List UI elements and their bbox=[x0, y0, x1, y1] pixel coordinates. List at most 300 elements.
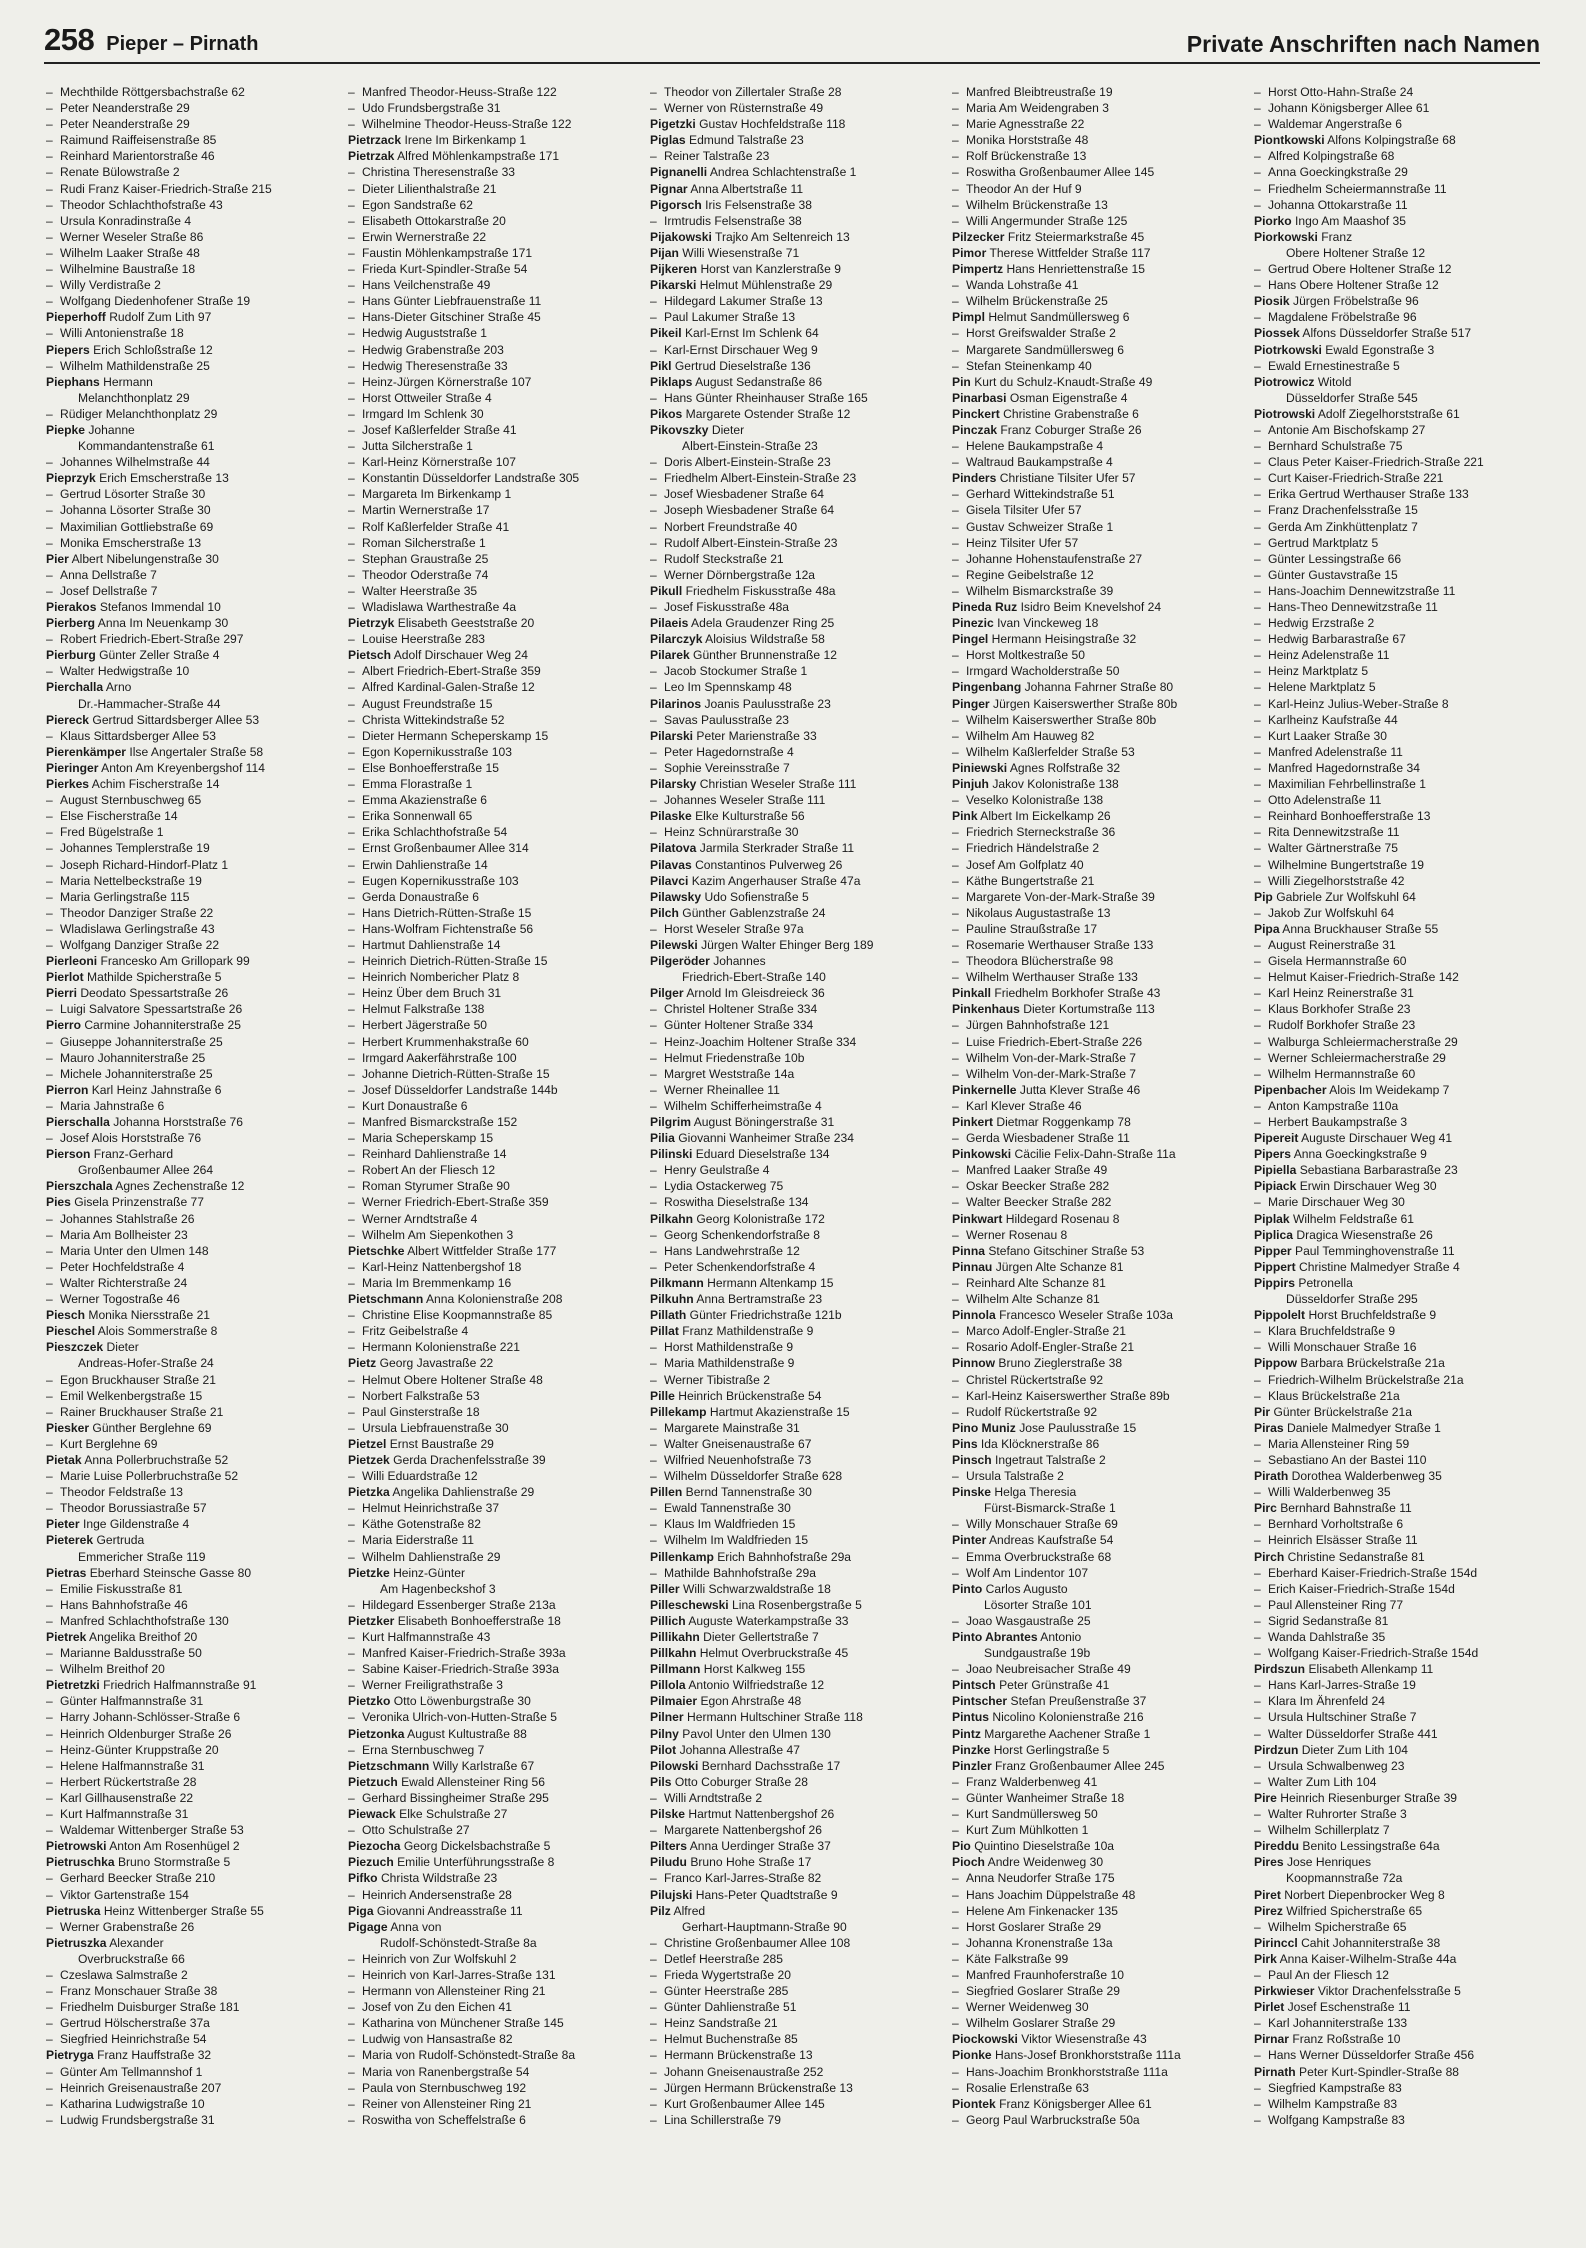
entry-text: Helmut Mühlenstraße 29 bbox=[699, 278, 833, 293]
entry-text: Maria Am Weidengraben 3 bbox=[966, 101, 1109, 116]
entry-text: Monika Niersstraße 21 bbox=[88, 1308, 211, 1323]
entry-text: Gertrud Obere Holtener Straße 12 bbox=[1268, 262, 1452, 277]
ditto-dash: – bbox=[952, 567, 959, 582]
surname: Pirdzun bbox=[1254, 1742, 1299, 1757]
entry-text: Benito Lessingstraße 64a bbox=[1302, 1839, 1440, 1854]
ditto-dash: – bbox=[1254, 1340, 1261, 1355]
entry-text: Willy Karlstraße 67 bbox=[432, 1758, 535, 1773]
entry-text: Joseph Wiesbadener Straße 64 bbox=[664, 503, 835, 518]
entry-text: Jose Paulusstraße 15 bbox=[1019, 1420, 1137, 1435]
entry-text: Rudolf-Schönstedt-Straße 8a bbox=[380, 1935, 537, 1950]
surname: Pioch bbox=[952, 1855, 985, 1870]
directory-entry bbox=[348, 1629, 636, 1645]
surname: Pipereit bbox=[1254, 1131, 1299, 1146]
surname: Pilkuhn bbox=[650, 1292, 694, 1307]
ditto-dash: – bbox=[952, 1469, 959, 1484]
entry-text: Willi Monschauer Straße 16 bbox=[1268, 1340, 1417, 1355]
directory-entry bbox=[952, 1307, 1240, 1323]
entry-text: Wladislawa Gerlingstraße 43 bbox=[60, 921, 215, 936]
entry-text: Jakob Zur Wolfskuhl 64 bbox=[1268, 905, 1395, 920]
entry-text: Dragica Wiesenstraße 26 bbox=[1296, 1227, 1433, 1242]
directory-entry bbox=[46, 277, 334, 293]
entry-text: Helmut Overbruckstraße 45 bbox=[699, 1646, 849, 1661]
ditto-dash: – bbox=[348, 1340, 355, 1355]
ditto-dash: – bbox=[952, 1807, 959, 1822]
directory-entry bbox=[46, 1677, 334, 1693]
entry-text: Helmut Friedenstraße 10b bbox=[664, 1050, 805, 1065]
directory-entry bbox=[46, 889, 334, 905]
directory-entry bbox=[1254, 1162, 1542, 1178]
surname: Pieter bbox=[46, 1517, 80, 1532]
directory-entry bbox=[348, 1259, 636, 1275]
surname: Pierchalla bbox=[46, 680, 104, 695]
entry-text: Anna Albertstraße 11 bbox=[690, 181, 804, 196]
entry-text: Hans Günter Liebfrauenstraße 11 bbox=[362, 294, 542, 309]
entry-text: Dieter bbox=[711, 422, 745, 437]
directory-entry bbox=[46, 1999, 334, 2015]
ditto-dash: – bbox=[1254, 117, 1261, 132]
directory-entry bbox=[348, 889, 636, 905]
directory-entry bbox=[952, 1275, 1240, 1291]
entry-text: Karl Heinz Reinerstraße 31 bbox=[1268, 986, 1414, 1001]
entry-text: Roswitha Dieselstraße 134 bbox=[664, 1195, 809, 1210]
directory-entry bbox=[46, 808, 334, 824]
entry-text: Maria Gerlingstraße 115 bbox=[60, 889, 190, 904]
entry-text: Helene Am Finkenacker 135 bbox=[966, 1903, 1118, 1918]
directory-entry bbox=[46, 953, 334, 969]
directory-entry bbox=[1254, 293, 1542, 309]
directory-entry bbox=[650, 1758, 938, 1774]
directory-entry bbox=[348, 1677, 636, 1693]
ditto-dash: – bbox=[46, 519, 53, 534]
ditto-dash: – bbox=[348, 1517, 355, 1532]
directory-entry bbox=[348, 937, 636, 953]
directory-entry bbox=[952, 792, 1240, 808]
directory-entry bbox=[46, 1597, 334, 1613]
ditto-dash: – bbox=[46, 1694, 53, 1709]
directory-entry bbox=[46, 1854, 334, 1870]
directory-entry bbox=[650, 1500, 938, 1516]
ditto-dash: – bbox=[46, 1098, 53, 1113]
surname: Pillenkamp bbox=[650, 1549, 714, 1564]
entry-text: Nikolaus Augustastraße 13 bbox=[966, 905, 1111, 920]
entry-text: Franz bbox=[1321, 229, 1353, 244]
ditto-dash: – bbox=[1254, 1485, 1261, 1500]
surname: Pireddu bbox=[1254, 1839, 1300, 1854]
entry-text: Renate Bülowstraße 2 bbox=[60, 165, 180, 180]
directory-entry bbox=[1254, 1017, 1542, 1033]
directory-entry bbox=[952, 985, 1240, 1001]
directory-entry bbox=[650, 1034, 938, 1050]
directory-entry bbox=[650, 631, 938, 647]
ditto-dash: – bbox=[1254, 422, 1261, 437]
entry-text: Günter Friedrichstraße 121b bbox=[689, 1308, 842, 1323]
directory-entry bbox=[46, 1806, 334, 1822]
ditto-dash: – bbox=[650, 680, 657, 695]
directory-entry bbox=[348, 1066, 636, 1082]
ditto-dash: – bbox=[952, 1613, 959, 1628]
entry-text: Peter Neanderstraße 29 bbox=[60, 117, 190, 132]
entry-text: Gerda Drachenfelsstraße 39 bbox=[393, 1452, 546, 1467]
ditto-dash: – bbox=[1254, 149, 1261, 164]
entry-text: Lydia Ostackerweg 75 bbox=[664, 1179, 784, 1194]
directory-entry bbox=[952, 728, 1240, 744]
entry-text: Werner Weseler Straße 86 bbox=[60, 229, 204, 244]
entry-text: Wilhelm Am Hauweg 82 bbox=[966, 728, 1095, 743]
ditto-dash: – bbox=[348, 551, 355, 566]
directory-entry bbox=[650, 1227, 938, 1243]
entry-text: Jose Henriques bbox=[1286, 1855, 1371, 1870]
ditto-dash: – bbox=[1254, 2112, 1261, 2127]
directory-entry bbox=[952, 776, 1240, 792]
directory-entry bbox=[46, 921, 334, 937]
entry-text: Heinz-Günter Kruppstraße 20 bbox=[60, 1742, 219, 1757]
ditto-dash: – bbox=[650, 1163, 657, 1178]
entry-text: Martin Wernerstraße 17 bbox=[362, 503, 490, 518]
entry-text: Heinrich Greisenaustraße 207 bbox=[60, 2080, 222, 2095]
entry-text: Jürgen Bahnhofstraße 121 bbox=[966, 1018, 1110, 1033]
ditto-dash: – bbox=[952, 1131, 959, 1146]
directory-entry bbox=[1254, 2064, 1542, 2080]
directory-entry bbox=[46, 2112, 334, 2128]
entry-text: Otto Schulstraße 27 bbox=[362, 1823, 470, 1838]
entry-text: Ursula Schwalbenweg 23 bbox=[1268, 1758, 1405, 1773]
entry-text: Antonie Am Bischofskamp 27 bbox=[1268, 422, 1426, 437]
directory-entry bbox=[952, 1468, 1240, 1484]
surname: Piller bbox=[650, 1581, 680, 1596]
surname: Pigorsch bbox=[650, 197, 702, 212]
directory-entry bbox=[46, 1388, 334, 1404]
directory-entry bbox=[46, 164, 334, 180]
entry-text: Stefano Gitschiner Straße 53 bbox=[988, 1243, 1145, 1258]
ditto-dash: – bbox=[348, 85, 355, 99]
surname: Pinkowski bbox=[952, 1147, 1012, 1162]
surname: Pilavas bbox=[650, 857, 692, 872]
surname: Pintz bbox=[952, 1726, 981, 1741]
surname: Pippolelt bbox=[1254, 1308, 1306, 1323]
surname: Pignar bbox=[650, 181, 688, 196]
directory-entry bbox=[650, 663, 938, 679]
entry-text: Klaus Im Waldfrieden 15 bbox=[664, 1517, 796, 1532]
directory-entry bbox=[46, 1404, 334, 1420]
entry-text: Manfred Laaker Straße 49 bbox=[966, 1163, 1108, 1178]
directory-entry bbox=[46, 486, 334, 502]
entry-text: Hans-Joachim Dennewitzstraße 11 bbox=[1268, 583, 1456, 598]
entry-text: Theodor Feldstraße 13 bbox=[60, 1485, 184, 1500]
directory-entry bbox=[952, 889, 1240, 905]
entry-text: Anna Uerdinger Straße 37 bbox=[689, 1839, 831, 1854]
ditto-dash: – bbox=[1254, 1002, 1261, 1017]
ditto-dash: – bbox=[348, 744, 355, 759]
ditto-dash: – bbox=[1254, 1919, 1261, 1934]
entry-text: Günter Halfmannstraße 31 bbox=[60, 1694, 204, 1709]
directory-entry bbox=[46, 1967, 334, 1983]
surname: Pintscher bbox=[952, 1694, 1008, 1709]
surname: Piewack bbox=[348, 1807, 396, 1822]
directory-entry bbox=[1254, 1774, 1542, 1790]
directory-entry bbox=[952, 1452, 1240, 1468]
surname: Pilzecker bbox=[952, 229, 1005, 244]
entry-text: Gustav Schweizer Straße 1 bbox=[966, 519, 1114, 534]
surname: Pink bbox=[952, 809, 978, 824]
column-1 bbox=[46, 84, 334, 2234]
entry-text: Hermann von Allensteiner Ring 21 bbox=[362, 1984, 546, 1999]
entry-text: Willi Schwarzwaldstraße 18 bbox=[682, 1581, 831, 1596]
entry-text: Anton Am Rosenhügel 2 bbox=[109, 1839, 240, 1854]
ditto-dash: – bbox=[650, 664, 657, 679]
surname: Pilarinos bbox=[650, 696, 702, 711]
entry-text: Maria Eiderstraße 11 bbox=[362, 1533, 475, 1548]
entry-text: Christine Großenbaumer Allee 108 bbox=[664, 1935, 851, 1950]
entry-text: Karl Gillhausenstraße 22 bbox=[60, 1790, 194, 1805]
ditto-dash: – bbox=[348, 696, 355, 711]
entry-text: Werner Friedrich-Ebert-Straße 359 bbox=[362, 1195, 549, 1210]
entry-text: Elisabeth Bonhoefferstraße 18 bbox=[397, 1613, 561, 1628]
entry-text: Walter Beecker Straße 282 bbox=[966, 1195, 1112, 1210]
entry-text: Werner Dörnbergstraße 12a bbox=[664, 567, 816, 582]
ditto-dash: – bbox=[650, 1356, 657, 1371]
surname: Piplak bbox=[1254, 1211, 1290, 1226]
directory-entry bbox=[348, 2031, 636, 2047]
ditto-dash: – bbox=[348, 1259, 355, 1274]
entry-text: Joanis Paulusstraße 23 bbox=[704, 696, 831, 711]
directory-entry bbox=[46, 293, 334, 309]
ditto-dash: – bbox=[952, 503, 959, 518]
directory-entry bbox=[952, 1420, 1240, 1436]
entry-text: Peter Grünstraße 41 bbox=[999, 1678, 1110, 1693]
ditto-dash: – bbox=[1254, 600, 1261, 614]
directory-entry bbox=[650, 1452, 938, 1468]
entry-text: Viktor Drachenfelsstraße 5 bbox=[1317, 1984, 1461, 1999]
surname: Piklaps bbox=[650, 374, 693, 389]
entry-text: Michele Johanniterstraße 25 bbox=[60, 1066, 213, 1081]
directory-entry bbox=[1254, 406, 1542, 422]
entry-text: Siegfried Kampstraße 83 bbox=[1268, 2080, 1402, 2095]
directory-entry bbox=[348, 1420, 636, 1436]
entry-text: Rudolf Steckstraße 21 bbox=[664, 551, 784, 566]
entry-text: Savas Paulusstraße 23 bbox=[664, 712, 790, 727]
entry-text: Helene Marktplatz 5 bbox=[1268, 680, 1376, 695]
directory-entry bbox=[952, 615, 1240, 631]
ditto-dash: – bbox=[650, 1967, 657, 1982]
entry-text: Reiner Talstraße 23 bbox=[664, 149, 770, 164]
entry-text: Helmut Sandmüllersweg 6 bbox=[988, 310, 1130, 325]
directory-entry bbox=[952, 1404, 1240, 1420]
directory-entry bbox=[1254, 454, 1542, 470]
ditto-dash: – bbox=[952, 1823, 959, 1838]
entry-text: Peter Hochfeldstraße 4 bbox=[60, 1259, 185, 1274]
directory-entry bbox=[46, 1870, 334, 1886]
directory-entry bbox=[46, 663, 334, 679]
directory-entry bbox=[348, 1854, 636, 1870]
entry-text: Ivan Vinckeweg 18 bbox=[997, 616, 1099, 631]
directory-entry bbox=[1254, 358, 1542, 374]
surname: Pieschel bbox=[46, 1324, 96, 1339]
directory-entry bbox=[650, 1790, 938, 1806]
entry-text: Heinz-Günter bbox=[393, 1565, 465, 1580]
directory-entry bbox=[1254, 1758, 1542, 1774]
ditto-dash: – bbox=[1254, 632, 1261, 647]
entry-text: Franz Monschauer Straße 38 bbox=[60, 1984, 218, 1999]
directory-entry bbox=[1254, 1146, 1542, 1162]
surname: Piglas bbox=[650, 133, 686, 148]
directory-entry bbox=[952, 1291, 1240, 1307]
surname: Pietrzack bbox=[348, 133, 402, 148]
entry-text: August Böningerstraße 31 bbox=[693, 1115, 835, 1129]
directory-entry bbox=[650, 1307, 938, 1323]
entry-text: Kurt Berglehne 69 bbox=[60, 1436, 158, 1451]
directory-entry bbox=[1254, 1597, 1542, 1613]
entry-text: Hans Dietrich-Rütten-Straße 15 bbox=[362, 905, 532, 920]
directory-entry bbox=[348, 1098, 636, 1114]
entry-text: Erich Schloßstraße 12 bbox=[93, 342, 213, 357]
entry-text: Wilhelm Breithof 20 bbox=[60, 1662, 165, 1677]
entry-text: Anna von bbox=[390, 1919, 442, 1934]
entry-text: Daniele Malmedyer Straße 1 bbox=[1286, 1420, 1441, 1435]
entry-text: Werner Freiligrathstraße 3 bbox=[362, 1678, 503, 1693]
ditto-dash: – bbox=[1254, 551, 1261, 566]
entry-text: Ludwig von Hansastraße 82 bbox=[362, 2032, 513, 2047]
entry-text: Karl Klever Straße 46 bbox=[966, 1098, 1082, 1113]
entry-text: Manfred Schlachthofstraße 130 bbox=[60, 1613, 229, 1628]
surname: Piret bbox=[1254, 1887, 1281, 1902]
directory-entry bbox=[952, 905, 1240, 921]
ditto-dash: – bbox=[46, 1436, 53, 1451]
entry-text: Gerda Donaustraße 6 bbox=[362, 889, 479, 904]
entry-text: Eduard Dieselstraße 134 bbox=[695, 1147, 830, 1162]
directory-entry bbox=[952, 1130, 1240, 1146]
entry-text: Wolfgang Kaiser-Friedrich-Straße 154d bbox=[1268, 1646, 1479, 1661]
directory-entry bbox=[650, 1178, 938, 1194]
ditto-dash: – bbox=[46, 1243, 53, 1258]
ditto-dash: – bbox=[348, 889, 355, 904]
ditto-dash: – bbox=[348, 117, 355, 132]
directory-entry bbox=[1254, 309, 1542, 325]
ditto-dash: – bbox=[650, 294, 657, 309]
directory-entry bbox=[650, 969, 938, 985]
directory-entry bbox=[46, 792, 334, 808]
surname: Pijakowski bbox=[650, 229, 712, 244]
entry-text: Jürgen Fröbelstraße 96 bbox=[1293, 294, 1419, 309]
directory-entry bbox=[46, 712, 334, 728]
entry-text: Jürgen Kaiserswerther Straße 80b bbox=[993, 696, 1178, 711]
surname: Pippert bbox=[1254, 1259, 1296, 1274]
entry-text: Margarete Nattenbergshof 26 bbox=[664, 1823, 822, 1838]
ditto-dash: – bbox=[952, 1195, 959, 1210]
ditto-dash: – bbox=[952, 921, 959, 936]
directory-entry bbox=[650, 374, 938, 390]
directory-entry bbox=[348, 293, 636, 309]
entry-text: Curt Kaiser-Friedrich-Straße 221 bbox=[1268, 471, 1444, 486]
directory-entry bbox=[1254, 1211, 1542, 1227]
entry-text: Friedrich Händelstraße 2 bbox=[966, 841, 1100, 856]
directory-entry bbox=[650, 1565, 938, 1581]
directory-entry bbox=[650, 953, 938, 969]
directory-entry bbox=[46, 229, 334, 245]
ditto-dash: – bbox=[348, 2048, 355, 2063]
directory-entry bbox=[952, 937, 1240, 953]
directory-entry bbox=[46, 519, 334, 535]
directory-entry bbox=[348, 1790, 636, 1806]
directory-entry bbox=[348, 551, 636, 567]
entry-text: Wilhelmine Theodor-Heuss-Straße 122 bbox=[362, 117, 572, 132]
directory-entry bbox=[1254, 728, 1542, 744]
ditto-dash: – bbox=[348, 632, 355, 647]
directory-entry bbox=[348, 1146, 636, 1162]
entry-text: Helmut Falkstraße 138 bbox=[362, 1002, 485, 1017]
entry-text: Oskar Beecker Straße 282 bbox=[966, 1179, 1110, 1194]
entry-text: Kurt Laaker Straße 30 bbox=[1268, 728, 1387, 743]
entry-text: August Kultustraße 88 bbox=[407, 1726, 527, 1741]
directory-entry bbox=[1254, 1227, 1542, 1243]
ditto-dash: – bbox=[348, 583, 355, 598]
ditto-dash: – bbox=[46, 921, 53, 936]
entry-text: Dorothea Walderbenweg 35 bbox=[1291, 1469, 1442, 1484]
surname: Pirnath bbox=[1254, 2064, 1296, 2079]
directory-entry bbox=[1254, 1854, 1542, 1870]
ditto-dash: – bbox=[46, 1887, 53, 1902]
directory-entry bbox=[348, 1500, 636, 1516]
entry-text: Rolf Brückenstraße 13 bbox=[966, 149, 1087, 164]
ditto-dash: – bbox=[650, 455, 657, 470]
ditto-dash: – bbox=[1254, 970, 1261, 985]
entry-text: Heinrich Nombericher Platz 8 bbox=[362, 970, 520, 985]
directory-entry bbox=[46, 1339, 334, 1355]
directory-entry bbox=[1254, 824, 1542, 840]
entry-text: Ursula Liebfrauenstraße 30 bbox=[362, 1420, 509, 1435]
entry-text: Willi Arndtstraße 2 bbox=[664, 1790, 763, 1805]
ditto-dash: – bbox=[348, 197, 355, 212]
entry-text: Rosalie Erlenstraße 63 bbox=[966, 2080, 1090, 2095]
surname: Pirkwieser bbox=[1254, 1984, 1315, 1999]
entry-text: Christel Rückertstraße 92 bbox=[966, 1372, 1104, 1387]
directory-entry bbox=[1254, 776, 1542, 792]
surname: Pietzke bbox=[348, 1565, 390, 1580]
directory-entry bbox=[650, 1243, 938, 1259]
directory-entry bbox=[348, 358, 636, 374]
directory-entry bbox=[952, 358, 1240, 374]
ditto-dash: – bbox=[348, 406, 355, 421]
directory-entry bbox=[348, 647, 636, 663]
entry-text: Christel Holtener Straße 334 bbox=[664, 1002, 818, 1017]
directory-entry bbox=[650, 1887, 938, 1903]
entry-text: Käthe Gotenstraße 82 bbox=[362, 1517, 481, 1532]
directory-entry bbox=[952, 1838, 1240, 1854]
directory-entry bbox=[1254, 1194, 1542, 1210]
entry-text: Agnes Rolfstraße 32 bbox=[1009, 760, 1121, 775]
directory-entry bbox=[348, 1806, 636, 1822]
directory-entry bbox=[46, 84, 334, 100]
entry-text: Düsseldorfer Straße 295 bbox=[1286, 1292, 1418, 1307]
ditto-dash: – bbox=[1254, 503, 1261, 518]
directory-entry bbox=[1254, 1838, 1542, 1854]
directory-entry bbox=[348, 229, 636, 245]
entry-text: August Sternbuschweg 65 bbox=[60, 793, 202, 808]
surname: Pilch bbox=[650, 905, 679, 920]
surname: Pikarski bbox=[650, 278, 697, 293]
ditto-dash: – bbox=[348, 1147, 355, 1162]
entry-text: Heinz Sandstraße 21 bbox=[664, 2016, 778, 2031]
entry-text: Maria Unter den Ulmen 148 bbox=[60, 1243, 209, 1258]
entry-text: Großenbaumer Allee 264 bbox=[78, 1163, 214, 1178]
surname: Piotrowski bbox=[1254, 406, 1316, 421]
ditto-dash: – bbox=[650, 551, 657, 566]
entry-text: Bernhard Dachsstraße 17 bbox=[701, 1758, 841, 1773]
directory-entry bbox=[952, 116, 1240, 132]
ditto-dash: – bbox=[952, 519, 959, 534]
entry-text: Günter Am Tellmannshof 1 bbox=[60, 2064, 203, 2079]
directory-entry bbox=[650, 873, 938, 889]
